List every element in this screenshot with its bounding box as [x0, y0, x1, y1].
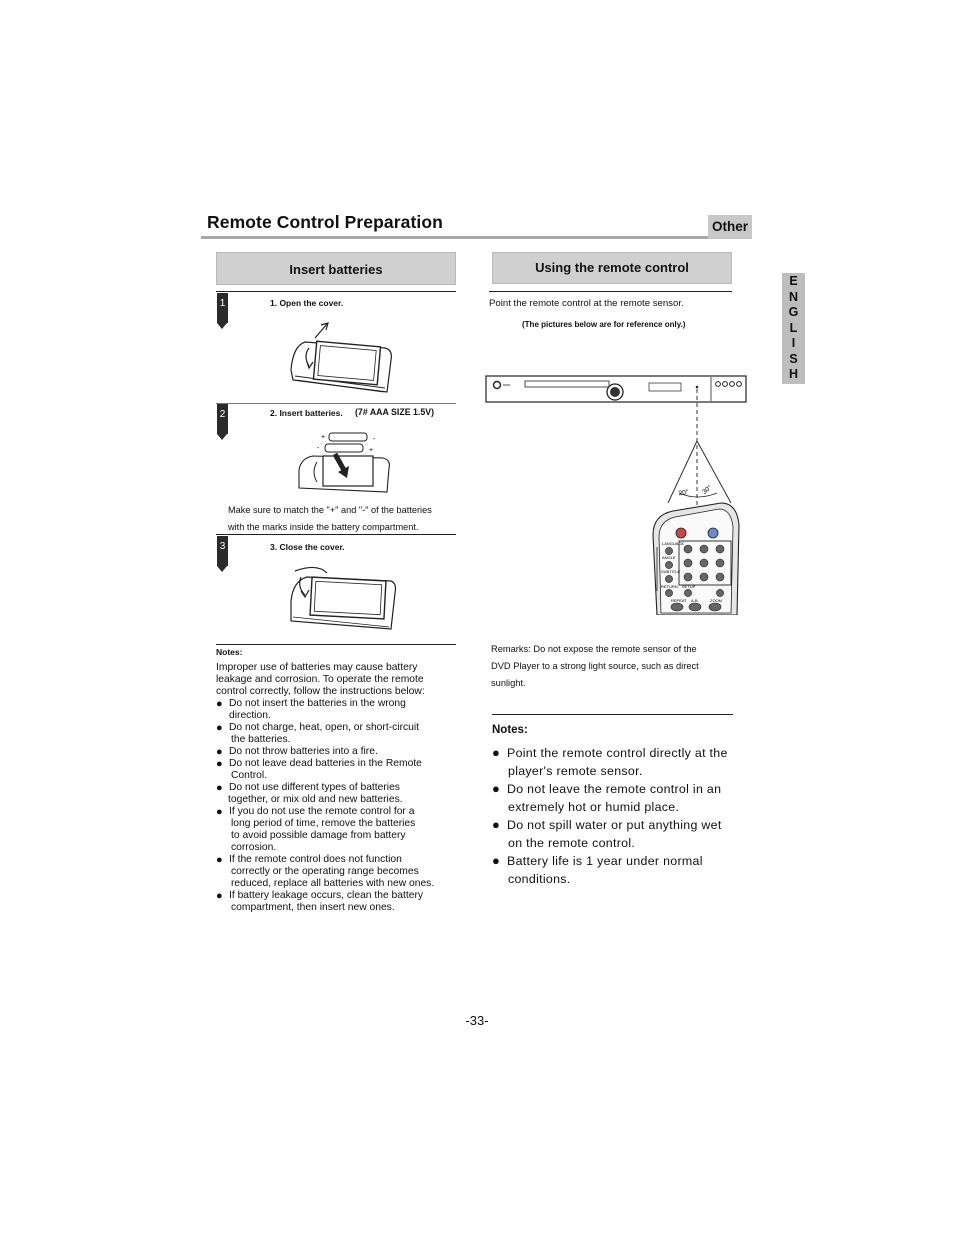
polarity-mark: - — [373, 436, 376, 443]
list-item — [492, 744, 742, 780]
divider — [492, 714, 733, 715]
note-line: Do not leave the remote control in an — [507, 782, 722, 796]
note-line: conditions. — [508, 872, 571, 886]
list-item — [216, 782, 466, 806]
polarity-mark: + — [321, 434, 326, 441]
note-line: Do not leave dead batteries in the Remote — [229, 758, 422, 769]
language-tab-letter: N — [788, 289, 799, 304]
language-tab — [782, 273, 805, 384]
notes-intro-line: Improper use of batteries may cause battery — [216, 662, 418, 673]
bullet-icon: ● — [492, 745, 501, 760]
remote-sensor-diagram — [485, 375, 748, 615]
remote-instruction: Point the remote control at the remote sensor. — [489, 298, 684, 309]
note-line: Do not charge, heat, open, or short-circuit — [229, 722, 420, 733]
note-line: If you do not use the remote control for a — [229, 806, 415, 817]
remote-key-label: ANGLE — [662, 555, 676, 560]
list-item — [492, 780, 742, 816]
section-tag: Other — [708, 215, 752, 239]
note-line: Control. — [231, 770, 268, 781]
note-line: long period of time, remove the batteries — [231, 818, 416, 829]
notes-intro-line: control correctly, follow the instructions below: — [216, 686, 425, 697]
note-line: reduced, replace all batteries with new ones. — [231, 878, 435, 889]
notes-label: Notes: — [492, 724, 528, 736]
list-item — [492, 852, 742, 888]
bullet-icon: ● — [492, 817, 501, 832]
insert-batteries-illustration — [295, 428, 395, 494]
remote-key-label: SETUP — [682, 584, 696, 589]
battery-polarity-note: with the marks inside the battery compartment. — [228, 522, 419, 532]
power-button-icon — [676, 528, 686, 538]
divider — [489, 291, 732, 292]
language-tab-letter: G — [788, 305, 799, 320]
divider — [216, 403, 456, 404]
battery-polarity-note: Make sure to match the "+" and "-" of the batteries — [228, 505, 432, 515]
note-line: to avoid possible damage from battery — [231, 830, 406, 841]
insert-batteries-heading: Insert batteries — [216, 252, 456, 285]
remote-key-label: REPEAT — [671, 598, 687, 603]
list-item — [216, 890, 466, 914]
eject-button-icon — [708, 528, 718, 538]
list-item — [216, 722, 466, 746]
note-line: If the remote control does not function — [229, 854, 402, 865]
page-title: Remote Control Preparation — [207, 212, 443, 232]
language-tab-letter: H — [788, 367, 799, 382]
bullet-icon: ● — [216, 806, 223, 818]
language-tab-letter: S — [789, 351, 798, 366]
reference-note: (The pictures below are for reference only.) — [522, 320, 686, 329]
divider — [216, 534, 456, 535]
list-item — [216, 806, 466, 854]
list-item — [216, 758, 466, 782]
note-line: correctly or the operating range becomes — [231, 866, 419, 877]
list-item — [216, 698, 466, 722]
notes-intro-line: leakage and corrosion. To operate the remote — [216, 674, 424, 685]
angle-label: 30° — [701, 484, 714, 496]
list-item — [492, 816, 742, 852]
step-title: 1. Open the cover. — [270, 298, 344, 308]
language-tab-letter: E — [789, 274, 798, 289]
list-item — [216, 746, 466, 758]
polarity-mark: - — [317, 445, 320, 452]
note-line: Do not spill water or put anything wet — [507, 818, 722, 832]
note-line: Do not throw batteries into a fire. — [229, 746, 378, 757]
note-line: Point the remote control directly at the — [507, 746, 728, 760]
remarks-line: sunlight. — [491, 678, 526, 688]
step-title: 2. Insert batteries. — [270, 408, 343, 418]
divider — [216, 291, 456, 292]
remote-key-label: A-B — [691, 598, 698, 603]
battery-spec: (7# AAA SIZE 1.5V) — [355, 407, 435, 417]
note-line: compartment, then insert new ones. — [231, 902, 395, 913]
remote-notes — [492, 744, 742, 888]
note-line: direction. — [229, 710, 271, 721]
note-line: player's remote sensor. — [508, 764, 643, 778]
remote-key-label: SUBTITLE — [661, 569, 681, 574]
note-line: the batteries. — [231, 734, 291, 745]
step-title: 3. Close the cover. — [270, 542, 345, 552]
note-line: Battery life is 1 year under normal — [507, 854, 703, 868]
note-line: on the remote control. — [508, 836, 636, 850]
bullet-icon: ● — [216, 890, 223, 902]
battery-notes — [216, 662, 466, 914]
note-line: Do not insert the batteries in the wrong — [229, 698, 406, 709]
open-cover-illustration — [285, 322, 400, 398]
page-number: -33- — [465, 1013, 489, 1028]
notes-label: Notes: — [216, 647, 243, 657]
remarks-line: Remarks: Do not expose the remote sensor of the — [491, 644, 697, 654]
remote-key-label: RETURN — [661, 584, 678, 589]
remote-sensor — [696, 386, 699, 389]
bullet-icon: ● — [216, 746, 223, 758]
note-line: Do not use different types of batteries — [229, 782, 400, 793]
step-number-badge: 1 — [217, 293, 228, 323]
note-line: If battery leakage occurs, clean the battery — [229, 890, 424, 901]
bullet-icon: ● — [492, 781, 501, 796]
angle-label: 20° — [678, 488, 690, 498]
using-remote-heading: Using the remote control — [492, 252, 732, 284]
remote-key-label: LANGUAGE — [662, 541, 685, 546]
title-rule — [201, 236, 752, 239]
divider — [216, 644, 456, 645]
step-number-badge: 3 — [217, 536, 228, 566]
language-tab-letter: L — [789, 320, 798, 335]
bullet-icon: ● — [216, 758, 223, 770]
step-number-badge: 2 — [217, 404, 228, 434]
bullet-icon: ● — [492, 853, 501, 868]
language-tab-letter: I — [791, 336, 796, 351]
polarity-mark: + — [369, 447, 374, 454]
bullet-icon: ● — [216, 698, 223, 710]
remarks — [491, 641, 699, 692]
remarks-line: DVD Player to a strong light source, such as direct — [491, 661, 699, 671]
note-line: corrosion. — [231, 842, 277, 853]
list-item — [216, 854, 466, 890]
bullet-icon: ● — [216, 854, 223, 866]
note-line: together, or mix old and new batteries. — [228, 794, 403, 805]
close-cover-illustration — [287, 563, 399, 635]
remote-key-label: ZOOM — [710, 598, 722, 603]
bullet-icon: ● — [216, 722, 223, 734]
note-line: extremely hot or humid place. — [508, 800, 680, 814]
bullet-icon: ● — [216, 782, 223, 794]
